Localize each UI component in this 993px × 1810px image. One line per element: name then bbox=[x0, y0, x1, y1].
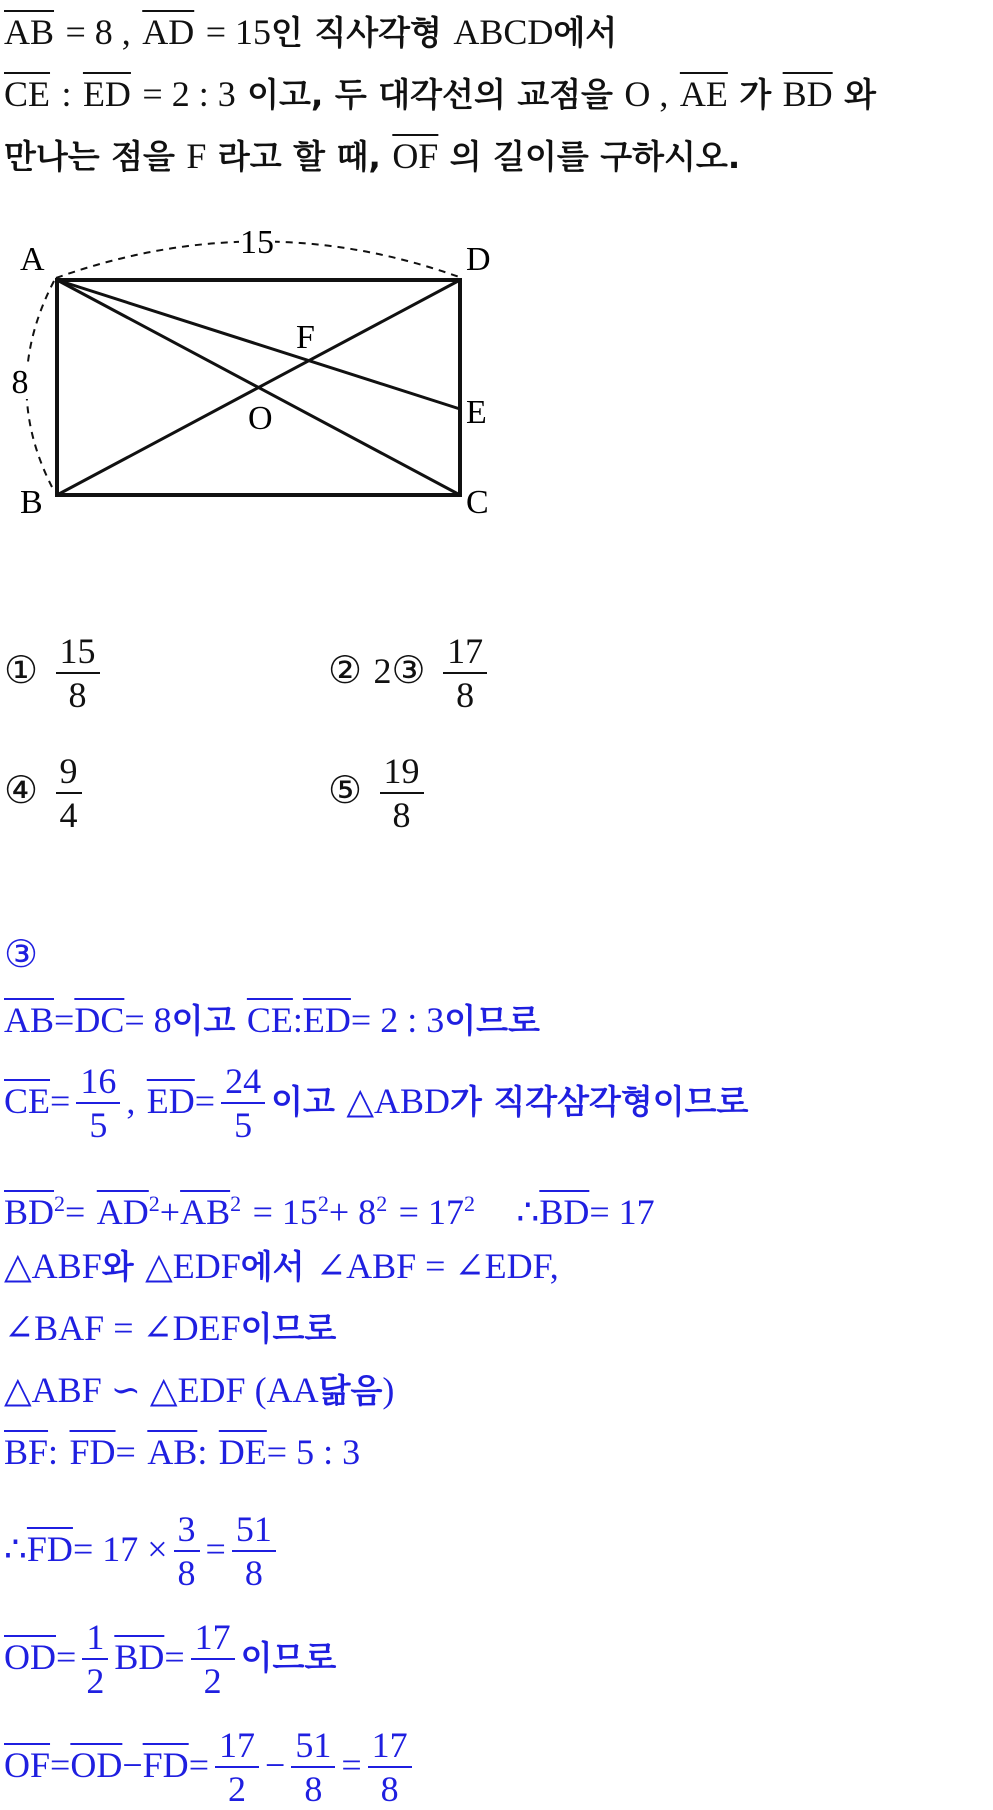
text-wa: 와 bbox=[844, 75, 877, 114]
value-eq-8: = 8 , bbox=[65, 12, 131, 52]
solution-line-4: △ABF와 △EDF에서 ∠ABF = ∠EDF, bbox=[4, 1246, 559, 1286]
ce-fraction: $\frac{16}{5}$ bbox=[76, 1060, 120, 1146]
left-length-label: 8 bbox=[11, 364, 29, 401]
segment-ab: $\overline{AB}$ bbox=[4, 1000, 55, 1040]
problem-line-3 bbox=[4, 134, 740, 179]
vertex-a: A bbox=[20, 241, 45, 278]
segment-bf: $\overline{BF}$ bbox=[4, 1432, 49, 1472]
segment-od: $\overline{OD}$ bbox=[70, 1745, 123, 1785]
text-intersection: 이고, 두 대각선의 교점을 bbox=[247, 75, 613, 114]
segment-ce: $\overline{CE}$ bbox=[4, 1081, 51, 1121]
solution-answer: ③ bbox=[4, 932, 39, 976]
choice-2-value: 2 bbox=[373, 651, 392, 691]
colon: : bbox=[61, 74, 72, 114]
segment-of: $\overline{OF}$ bbox=[4, 1745, 51, 1785]
choice-3-fraction: $\frac{17}{8}$ bbox=[443, 630, 487, 716]
segment-bd: $\overline{BD}$ bbox=[539, 1192, 590, 1232]
text-in: 에서 bbox=[553, 13, 618, 52]
text-rectangle: 인 직사각형 bbox=[271, 13, 442, 52]
half-fraction: $\frac{1}{2}$ bbox=[82, 1616, 108, 1702]
segment-ed: $\overline{ED}$ bbox=[302, 1000, 351, 1040]
solution-line-5: ∠BAF = ∠DEF이므로 bbox=[4, 1308, 337, 1348]
choice-4-fraction: $\frac{9}{4}$ bbox=[56, 750, 82, 836]
segment-fd: $\overline{FD}$ bbox=[142, 1745, 189, 1785]
choice-1-mark: ① bbox=[4, 648, 39, 692]
top-length-label: 15 bbox=[240, 225, 274, 261]
solution-line-10: $\overline{OF}=\overline{OD}-\overline{FD}=$ $\frac{17}{2}$ − $\frac{51}{8}$ = $\frac{17}{8}$ bbox=[4, 1724, 418, 1810]
vertex-c: C bbox=[466, 484, 489, 521]
choice-3-mark: ③ bbox=[391, 648, 426, 692]
segment-ae: $\overline{AE}$ bbox=[679, 74, 728, 114]
segment-ab: $\overline{AB}$ bbox=[147, 1432, 198, 1472]
solution-line-8: $\therefore\overline{FD}= 17$ × $\frac{3}{8}$ = $\frac{51}{8}$ bbox=[4, 1508, 282, 1594]
choice-4-mark: ④ bbox=[4, 768, 39, 812]
text-when: 라고 할 때, bbox=[217, 137, 381, 176]
point-e: E bbox=[466, 394, 487, 431]
value-eq-15: = 15 bbox=[205, 12, 271, 52]
choice-5-fraction: $\frac{19}{8}$ bbox=[380, 750, 424, 836]
frac-17-2: $\frac{17}{2}$ bbox=[215, 1724, 259, 1810]
solution-line-6: △ABF ∽ △EDF (AA닮음) bbox=[4, 1370, 395, 1410]
label-o: O , bbox=[624, 74, 669, 114]
solution-line-2: $\overline{CE}=$ $\frac{16}{5}$ , $\overline{ED}=$ $\frac{24}{5}$ 이고 △ABD가 직각삼각형이므로 bbox=[4, 1061, 749, 1145]
segment-ad: $\overline{AD}$ bbox=[142, 12, 195, 52]
choice-5-mark: ⑤ bbox=[328, 768, 363, 812]
text-find-length: 의 길이를 구하시오. bbox=[449, 137, 741, 176]
segment-de: $\overline{DE}$ bbox=[218, 1432, 267, 1472]
solution-line-1: $\overline{AB}=\overline{DC}= 8$이고 $\overline{CE}:\overline{ED}= 2$ : 3이므로 bbox=[4, 1000, 540, 1040]
segment-dc: $\overline{DC}$ bbox=[74, 1000, 125, 1040]
ratio-2-3: = 2 : 3 bbox=[142, 74, 236, 114]
segment-ad: $\overline{AD}$ bbox=[96, 1192, 149, 1232]
choice-2-and-3[interactable] bbox=[328, 630, 493, 716]
choice-2-mark: ② bbox=[328, 648, 363, 692]
frac-51-8: $\frac{51}{8}$ bbox=[291, 1724, 335, 1810]
choice-5[interactable] bbox=[328, 750, 430, 836]
point-o: O bbox=[248, 400, 273, 437]
od-result-fraction: $\frac{17}{2}$ bbox=[191, 1616, 235, 1702]
segment-od: $\overline{OD}$ bbox=[4, 1637, 56, 1677]
segment-bd: $\overline{BD}$ bbox=[4, 1192, 55, 1232]
segment-ab: $\overline{AB}$ bbox=[180, 1192, 231, 1232]
segment-ce: $\overline{CE}$ bbox=[4, 74, 51, 114]
problem-line-1 bbox=[4, 10, 617, 55]
solution-line-3: $\overline{BD}^2= \overline{AD}^2+\overline{AB}^2 = 15^2+ 8^2 = 17^2$ $\therefore\overline{BD}= 17$ bbox=[4, 1191, 655, 1232]
segment-ed: $\overline{ED}$ bbox=[146, 1081, 195, 1121]
segment-fd: $\overline{FD}$ bbox=[69, 1432, 116, 1472]
vertex-d: D bbox=[466, 241, 491, 278]
segment-ed: $\overline{ED}$ bbox=[82, 74, 131, 114]
vertex-b: B bbox=[20, 484, 43, 521]
solution-line-9: $\overline{OD}=$ $\frac{1}{2}$ $\overline{BD}=$ $\frac{17}{2}$ 이므로 bbox=[4, 1617, 337, 1701]
text-meeting-point: 만나는 점을 bbox=[4, 137, 175, 176]
segment-ae-line bbox=[57, 280, 460, 409]
choice-4[interactable] bbox=[4, 750, 88, 836]
segment-fd: $\overline{FD}$ bbox=[26, 1529, 73, 1569]
segment-of: $\overline{OF}$ bbox=[392, 136, 439, 176]
segment-ab: $\overline{AB}$ bbox=[4, 12, 55, 52]
label-abcd: ABCD bbox=[453, 12, 554, 52]
problem-line-2 bbox=[4, 72, 876, 117]
text-ga: 가 bbox=[739, 75, 772, 114]
point-f: F bbox=[296, 319, 315, 356]
choice-1[interactable] bbox=[4, 630, 106, 716]
rectangle-diagram bbox=[0, 225, 520, 525]
three-eighths-fraction: $\frac{3}{8}$ bbox=[174, 1508, 200, 1594]
segment-bd: $\overline{BD}$ bbox=[782, 74, 833, 114]
ed-fraction: $\frac{24}{5}$ bbox=[221, 1060, 265, 1146]
label-f: F bbox=[186, 136, 207, 176]
segment-ce: $\overline{CE}$ bbox=[246, 1000, 293, 1040]
final-answer-fraction: $\frac{17}{8}$ bbox=[368, 1724, 412, 1810]
fd-result-fraction: $\frac{51}{8}$ bbox=[232, 1508, 276, 1594]
solution-line-7: $\overline{BF}$: $\overline{FD}= \overline{AB}$: $\overline{DE}= 5$ : 3 bbox=[4, 1432, 361, 1472]
segment-bd: $\overline{BD}$ bbox=[114, 1637, 165, 1677]
choice-1-fraction: $\frac{15}{8}$ bbox=[56, 630, 100, 716]
